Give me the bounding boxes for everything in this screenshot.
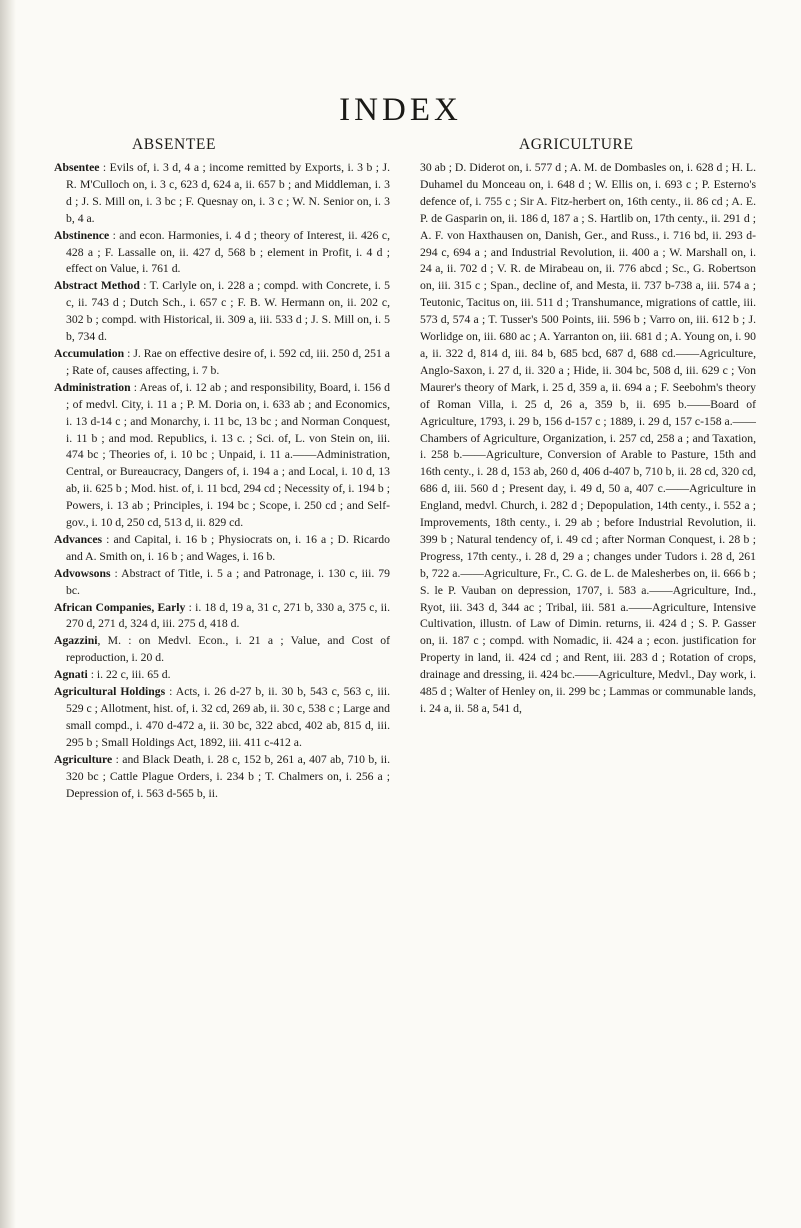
entry-headword: Advances xyxy=(54,532,103,546)
running-head-left: ABSENTEE xyxy=(132,136,217,153)
entry-headword: Agriculture xyxy=(54,752,113,766)
index-column-left xyxy=(54,160,390,802)
index-entry xyxy=(54,633,390,667)
entry-text: : and Black Death, i. 28 c, 152 b, 261 a, 407 ab, 710 b, ii. 320 bc ; Cattle Plague Orders, i. 234 b ; T. Chalmers on, i. 256 a ; Depression of, i. 563 d-565 b, ii. xyxy=(66,752,390,800)
index-entry xyxy=(54,566,390,600)
index-entry xyxy=(54,532,390,566)
index-entry-continued xyxy=(420,160,756,718)
page-binding-shadow xyxy=(0,0,16,1228)
index-entry xyxy=(54,228,390,279)
entry-headword: Accumulation xyxy=(54,346,125,360)
index-entry xyxy=(54,600,390,634)
index-entry xyxy=(54,160,390,228)
entry-text: : Abstract of Title, i. 5 a ; and Patronage, i. 130 c, iii. 79 bc. xyxy=(66,566,390,597)
entry-text: : i. 22 c, iii. 65 d. xyxy=(87,668,171,682)
index-entry xyxy=(54,346,390,380)
entry-headword: Administration xyxy=(54,380,131,394)
entry-text: : and Capital, i. 16 b ; Physiocrats on, i. 16 a ; D. Ricardo and A. Smith on, i. 16 b ; and Wages, i. 16 b. xyxy=(66,532,390,563)
entry-headword: Advowsons xyxy=(54,566,111,580)
entry-text: , M. : on Medvl. Econ., i. 21 a ; Value, and Cost of reproduction, i. 20 d. xyxy=(66,634,390,665)
running-head-right: AGRICULTURE xyxy=(519,136,634,153)
entry-headword: Agnati xyxy=(54,668,88,682)
entry-headword: Absentee xyxy=(54,161,100,174)
entry-headword: Agazzini xyxy=(54,634,98,648)
page-title: INDEX xyxy=(339,92,462,128)
entry-text: : T. Carlyle on, i. 228 a ; compd. with Concrete, i. 5 c, ii. 743 d ; Dutch Sch., i. 657 c ; F. B. W. Hermann on, ii. 202 c, 302 b ; compd. with Historical, ii. 309 a, iii. 533 d ; J. S. Mill on, i. 5 b, 734 d. xyxy=(66,279,390,344)
entry-headword: African Companies, Early xyxy=(54,600,186,614)
index-entry xyxy=(54,684,390,752)
entry-text: 30 ab ; D. Diderot on, i. 577 d ; A. M. de Dombasles on, i. 628 d ; H. L. Duhamel du Monceau on, i. 648 d ; W. Ellis on, i. 693 c ; P. Esterno's defence of, i. 755 c ; Sir A. Fitz-herbert on, 16th centy., ii. 86 cd ; A. E. P. de Gasparin on, ii. 186 d, 187 a ; S. Hartlib on, 17th centy., ii. 291 d ; A. F. von Haxthausen on, Danish, Ger., and Russ., i. 716 bd, ii. 293 d-294 c, 694 a ; and Industrial Revolution, ii. 400 a ; W. Marshall on, i. 24 a, ii. 702 d ; V. R. de Mirabeau on, ii. 776 abcd ; Sc., G. Robertson on, iii. 315 c ; Span., decline of, and Mesta, ii. 737 b-738 a, iii. 574 a ; Teutonic, Tacitus on, iii. 511 d ; Transhumance, migrations of cattle, iii. 573 d, 574 a ; T. Tusser's 500 Points, iii. 596 b ; Varro on, iii. 612 b ; J. Worlidge on, iii. 680 ac ; A. Yarranton on, iii. 681 d ; A. Young on, i. 90 a, ii. 322 d, 814 d, iii. 84 b, 685 bcd, 687 d, 688 cd.——Agriculture, Anglo-Saxon, i. 27 d, ii. 320 a ; Hide, ii. 304 bc, 508 d, iii. 629 c ; Von Maurer's theory of Mark, i. 25 d, 359 a, ii. 694 a ; F. Seebohm's theory of Roman Villa, i. 25 d, 26 a, 359 b, ii. 695 b.——Board of Agriculture, 1793, i. 29 b, 156 d-157 c ; 1889, i. 29 d, 157 c-158 a.——Chambers of Agriculture, Organization, i. 257 cd, 258 a ; and Taxation, i. 258 b.——Agriculture, Conversion of Arable to Pasture, 15th and 16th centy., i. 28 d, 153 ab, 260 d, 406 d-407 b, 710 b, ii. 28 cd, 320 cd, 686 d, iii. 560 d ; Present day, i. 49 d, 50 a, 407 c.——Agriculture in England, medvl. Church, i. 282 d ; Depopulation, 14th centy., i. 552 a ; Improvements, 18th centy., i. 29 ab ; before Industrial Revolution, ii. 399 b ; Natural tendency of, i. 49 cd ; after Norman Conquest, i. 28 b ; Progress, 17th centy., i. 28 d, 29 a ; changes under Tudors i. 28 d, 261 b, 722 a.——Agriculture, Fr., C. G. de L. de Malesherbes on, ii. 666 b ; S. le P. Vauban on depression, 1707, i. 583 a.——Agriculture, Ind., Ryot, iii. 343 d, 344 ac ; Tribal, iii. 581 a.——Agriculture, Intensive Cultivation, illustn. of Law of Dimin. returns, ii. 424 d ; S. P. Gasser on, ii. 187 c ; compd. with Nomadic, ii. 424 a ; econ. justification for Property in land, ii. 424 cd ; and Rent, iii. 283 d ; Rotation of crops, drainage and dressing, ii. 424 bc.——Agriculture, Medvl., Day work, i. 485 d ; Walter of Henley on, ii. 299 bc ; Lammas or communable lands, i. 24 a, ii. 58 a, 541 d, xyxy=(420,161,756,715)
index-entry xyxy=(54,278,390,346)
entry-headword: Agricultural Holdings xyxy=(54,685,166,699)
entry-text: : and econ. Harmonies, i. 4 d ; theory of Interest, ii. 426 c, 428 a ; F. Lassalle on, ii. 427 d, 568 b ; element in Profit, i. 4 d ; effect on Value, i. 761 d. xyxy=(66,228,390,276)
entry-headword: Abstinence xyxy=(54,228,110,242)
entry-text: : J. Rae on effective desire of, i. 592 cd, iii. 250 d, 251 a ; Rate of, causes affecting, i. 7 b. xyxy=(66,346,390,377)
entry-text: : Evils of, i. 3 d, 4 a ; income remitted by Exports, i. 3 b ; J. R. M'Culloch on, i. 3 c, 623 d, 624 a, ii. 657 b ; and Middleman, i. 3 d ; J. S. Mill on, i. 3 bc ; F. Quesnay on, i. 3 c ; W. N. Senior on, i. 3 b, 4 a. xyxy=(66,161,390,225)
entry-text: : Areas of, i. 12 ab ; and responsibility, Board, i. 156 d ; of medvl. City, i. 11 a ; P. M. Doria on, i. 633 ab ; and Economics, i. 13 d-14 c ; and Monarchy, i. 11 bc, 13 bc ; and Norman Conquest, i. 11 b ; and mod. Republics, i. 13 c. ; Sci. of, L. von Stein on, iii. 474 bc ; Theories of, i. 10 bc ; Unpaid, i. 11 a.——Administration, Central, or Bureaucracy, Dangers of, i. 194 a ; and Local, i. 10 d, 13 ab, ii. 625 b ; Mod. hist. of, i. 11 bcd, 294 cd ; Necessity of, i. 194 b ; Powers, i. 13 ab ; Principles, i. 194 bc ; Scope, i. 250 cd ; and Self-gov., i. 10 d, 250 cd, 513 d, ii. 829 cd. xyxy=(66,380,390,530)
index-entry xyxy=(54,667,390,684)
entry-headword: Abstract Method xyxy=(54,279,140,293)
entry-text: : i. 18 d, 19 a, 31 c, 271 b, 330 a, 375 c, ii. 270 d, 271 d, 324 d, iii. 275 d, 418 d. xyxy=(66,600,390,631)
index-entry xyxy=(54,380,390,532)
index-column-right xyxy=(420,160,756,718)
index-entry xyxy=(54,752,390,803)
entry-text: : Acts, i. 26 d-27 b, ii. 30 b, 543 c, 563 c, iii. 529 c ; Allotment, hist. of, i. 32 cd, 269 ab, ii. 30 c, 538 c ; Large and small compd., i. 470 d-472 a, ii. 30 bc, 322 abcd, 402 ab, 815 d, iii. 295 b ; Small Holdings Act, 1892, iii. 411 c-412 a. xyxy=(66,685,390,749)
